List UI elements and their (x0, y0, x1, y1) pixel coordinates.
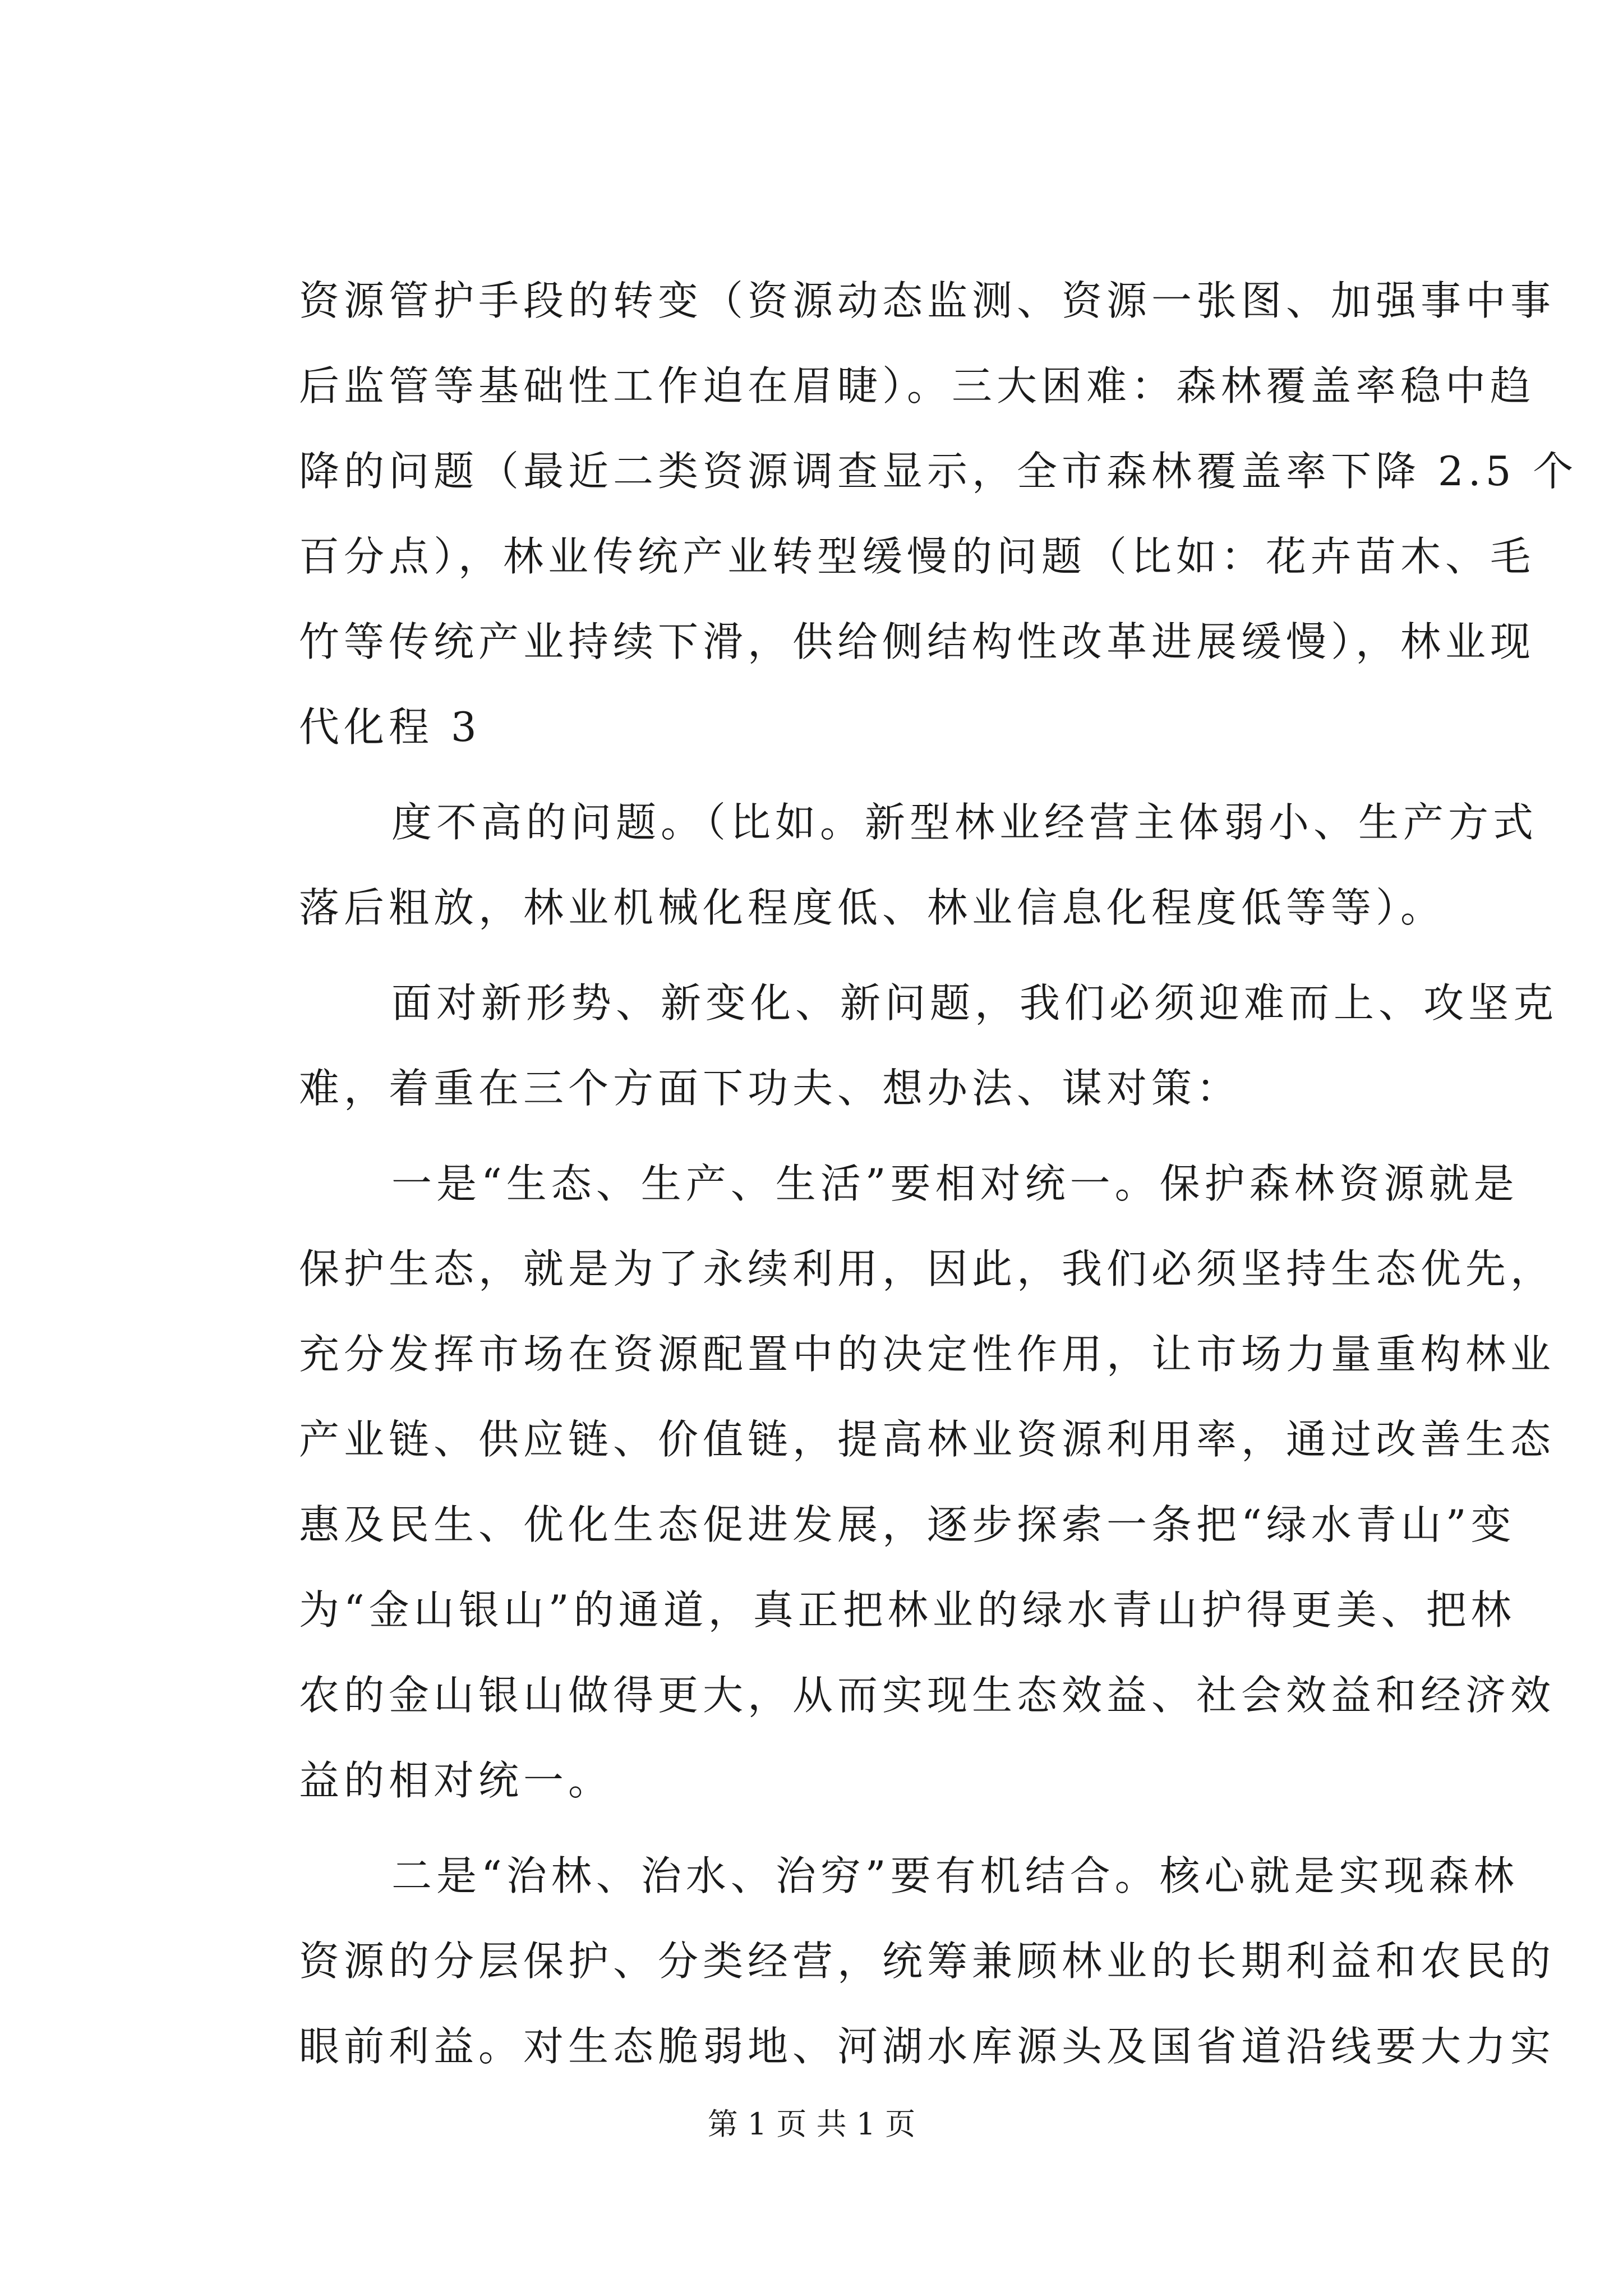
line-text: 落后粗放，林业机械化程度低、林业信息化程度低等等）。 (299, 884, 1446, 931)
text-line (0, 1326, 1623, 1382)
text-line (0, 273, 1623, 329)
line-text: 资源管护手段的转变（资源动态监测、资源一张图、加强事中事 (299, 277, 1556, 324)
text-line (0, 1497, 1623, 1553)
text-line (0, 1411, 1623, 1467)
line-text: 农的金山银山做得更大，从而实现生态效益、社会效益和经济效 (299, 1672, 1556, 1719)
line-text: 一是“生态、生产、生活”要相对统一。保护森林资源就是 (391, 1160, 1519, 1207)
text-line (0, 1752, 1623, 1809)
text-line (0, 443, 1623, 499)
text-line (0, 358, 1623, 414)
line-text: 眼前利益。对生态脆弱地、河湖水库源头及国省道沿线要大力实 (299, 2023, 1556, 2070)
line-text: 二是“治林、治水、治穷”要有机结合。核心就是实现森林 (391, 1852, 1519, 1899)
line-text: 益的相对统一。 (299, 1757, 614, 1804)
text-line (0, 614, 1623, 670)
text-line (0, 880, 1623, 936)
line-text: 资源的分层保护、分类经营，统筹兼顾林业的长期利益和农民的 (299, 1938, 1556, 1985)
text-line (0, 1667, 1623, 1723)
line-text: 产业链、供应链、价值链，提高林业资源利用率，通过改善生态 (299, 1416, 1556, 1463)
line-text: 惠及民生、优化生态促进发展，逐步探索一条把“绿水青山”变 (299, 1501, 1516, 1548)
line-text: 度不高的问题。（比如。新型林业经营主体弱小、生产方式 (391, 799, 1538, 846)
text-line (0, 794, 1623, 850)
text-line (0, 528, 1623, 585)
line-text: 后监管等基础性工作迫在眉睫）。三大困难：森林覆盖率稳中趋 (299, 362, 1536, 409)
line-text: 为“金山银山”的通道，真正把林业的绿水青山护得更美、把林 (299, 1586, 1516, 1634)
page-footer: 第 1 页 共 1 页 (707, 2106, 916, 2142)
line-text: 竹等传统产业持续下滑，供给侧结构性改革进展缓慢），林业现 (299, 618, 1536, 665)
text-line (0, 1060, 1623, 1116)
line-text: 保护生态，就是为了永续利用，因此，我们必须坚持生态优先， (299, 1245, 1556, 1292)
text-line (0, 975, 1623, 1031)
text-line (0, 1848, 1623, 1904)
text-line (0, 1156, 1623, 1212)
text-line (0, 1933, 1623, 1989)
text-line (0, 1241, 1623, 1297)
line-text: 百分点），林业传统产业转型缓慢的问题（比如：花卉苗木、毛 (299, 533, 1536, 580)
line-text: 充分发挥市场在资源配置中的决定性作用，让市场力量重构林业 (299, 1331, 1556, 1378)
text-line (0, 2018, 1623, 2074)
line-text: 降的问题（最近二类资源调查显示，全市森林覆盖率下降 2.5 个 (299, 448, 1578, 495)
text-line (0, 699, 1623, 755)
line-text: 代化程 3 (299, 703, 481, 751)
line-text: 面对新形势、新变化、新问题，我们必须迎难而上、攻坚克 (391, 979, 1559, 1027)
text-line (0, 1582, 1623, 1638)
line-text: 难，着重在三个方面下功夫、想办法、谋对策： (299, 1065, 1242, 1112)
